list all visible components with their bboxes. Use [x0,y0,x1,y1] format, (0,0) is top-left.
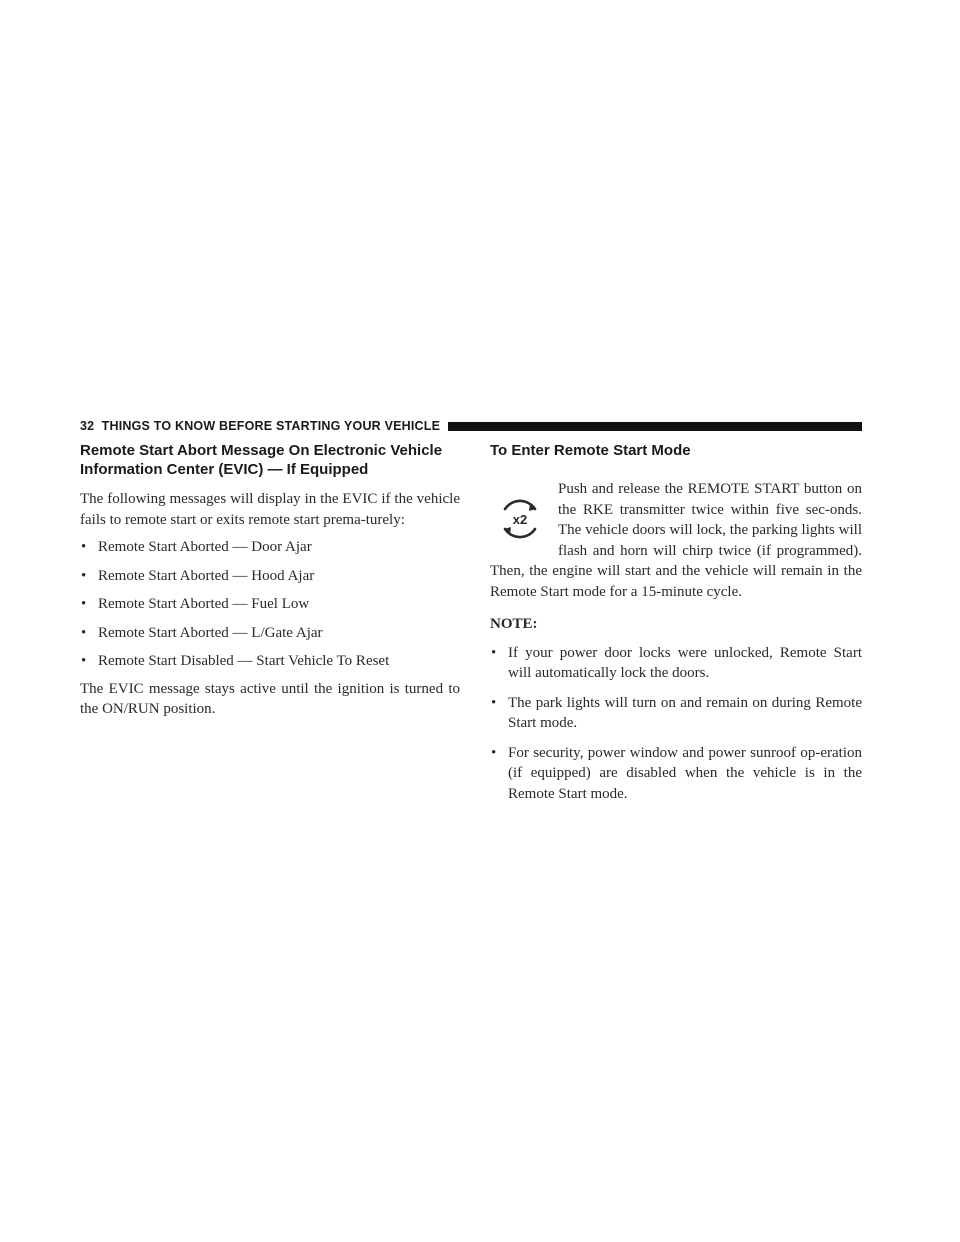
remote-start-x2-icon [498,497,542,541]
abort-message-heading: Remote Start Abort Message On Electronic Vehicle Information Center (EVIC) — If Equipped [80,442,443,478]
header-rule [448,422,862,431]
icon-label: x2 [512,512,528,527]
abort-closing-paragraph: The EVIC message stays active until the ignition is turned to the ON/RUN position. [80,680,460,717]
list-item: • Remote Start Aborted — Door Ajar [80,537,460,558]
list-item: • Remote Start Aborted — Hood Ajar [80,566,460,587]
bullet-glyph: • [81,539,87,555]
page-header [80,417,862,435]
bullet-glyph: • [491,694,497,711]
list-item: • If your power door locks were unlocked, Remote Start will automatically lock the doors. [491,644,862,681]
section-title: THINGS TO KNOW BEFORE STARTING YOUR VEHICLE [101,419,441,433]
bullet-glyph: • [81,596,87,612]
enter-remote-start-heading: To Enter Remote Start Mode [490,442,691,459]
list-item: • For security, power window and power sunroof op-eration (if equipped) are disabled when the vehicle is in the Remote Start mode. [491,744,862,802]
bullet-glyph: • [81,567,87,584]
remote-start-paragraph: Push and release the REMOTE START button on the RKE transmitter twice within five sec-onds. The vehicle doors will lock, the parking lights will flash and horn will chirp twice (if programmed). Then, the engine will start and the vehicle will remain in the Remote Start mode for a 15-minute cycle. [490,481,862,600]
abort-intro-paragraph: The following messages will display in the EVIC if the vehicle fails to remote start or exits remote start prema-turely: [80,491,460,528]
list-item: • Remote Start Disabled — Start Vehicle To Reset [80,651,460,672]
list-item: • Remote Start Aborted — L/Gate Ajar [80,623,460,644]
header-label [80,419,448,433]
list-item: • Remote Start Aborted — Fuel Low [80,594,460,615]
bullet-glyph: • [81,624,87,641]
note-label: NOTE: [490,616,538,632]
bullet-glyph: • [491,644,497,661]
page-number: 32 [80,419,95,433]
left-column [80,441,460,720]
abort-message-list [80,537,460,672]
bullet-glyph: • [81,653,87,669]
bullet-glyph: • [491,744,497,761]
note-list [490,643,862,805]
right-column [490,441,862,804]
remote-start-instructions [490,479,862,602]
list-item: • The park lights will turn on and remain on during Remote Start mode. [491,694,862,731]
